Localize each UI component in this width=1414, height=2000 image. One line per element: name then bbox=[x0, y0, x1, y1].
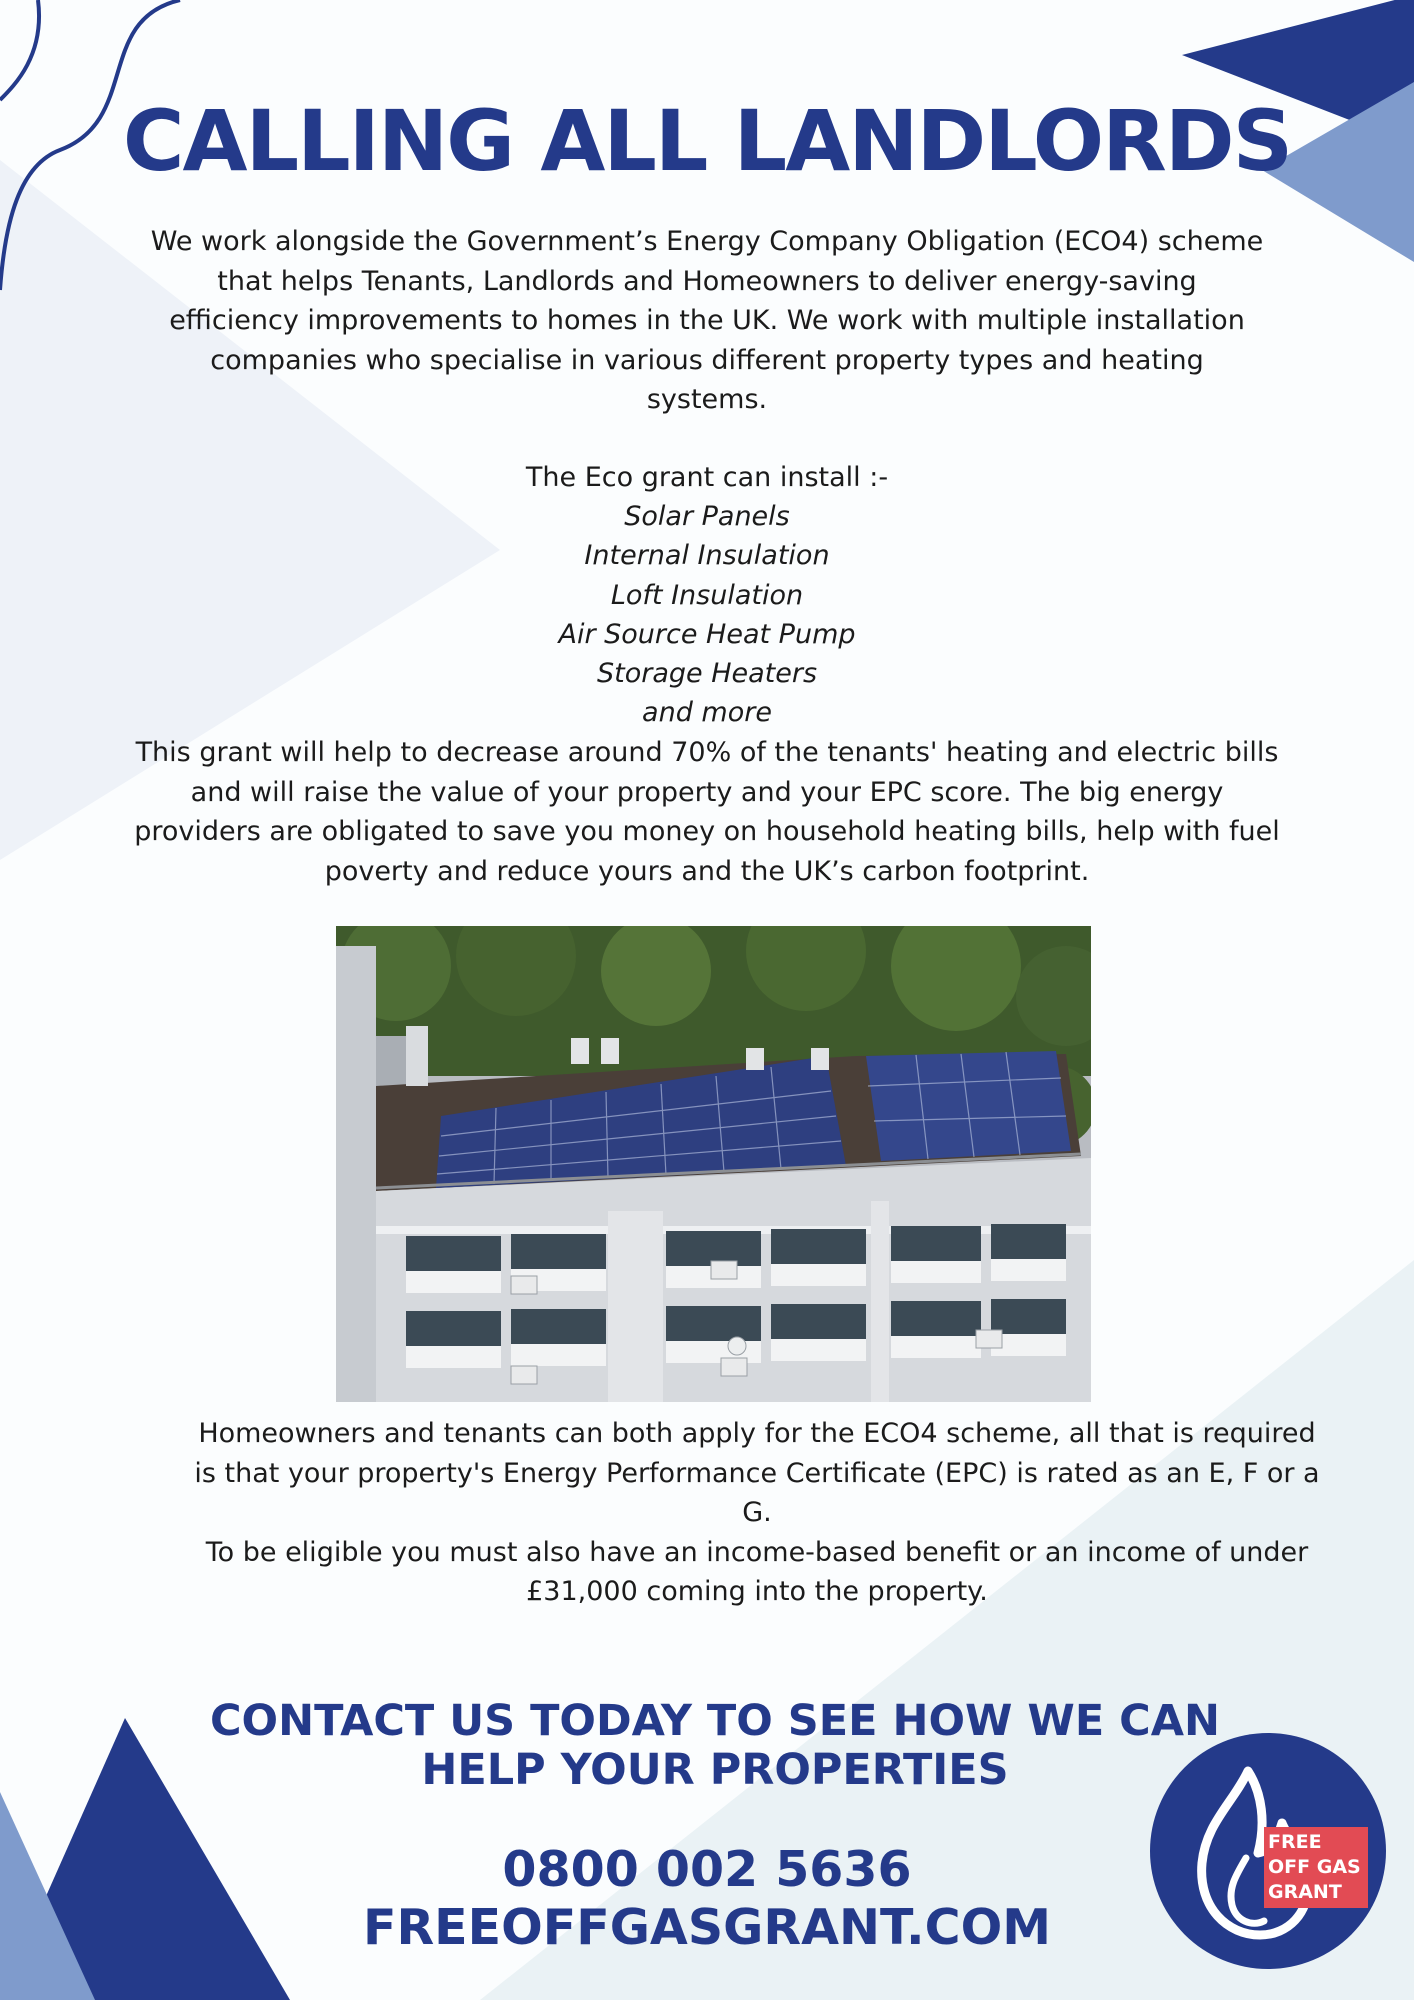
eligibility-paragraph: Homeowners and tenants can both apply for the ECO4 scheme, all that is required is that your property's Energy Performance Certificate (EPC) is rated as an E, F or a G. bbox=[194, 1418, 1320, 1528]
logo-wordmark bbox=[1264, 1827, 1368, 1908]
page-title: CALLING ALL LANDLORDS bbox=[122, 92, 1292, 190]
install-item: Solar Panels bbox=[624, 501, 790, 533]
phone-number[interactable]: 0800 002 5636 bbox=[502, 1841, 912, 1898]
eligibility-paragraph: To be eligible you must also have an income-based benefit or an income of under £31,000 coming into the property. bbox=[205, 1536, 1309, 1607]
install-item: Internal Insulation bbox=[584, 540, 830, 572]
call-to-action-heading: CONTACT US TODAY TO SEE HOW WE CAN HELP YOUR PROPERTIES bbox=[209, 1696, 1221, 1795]
eligibility-text bbox=[190, 1414, 1324, 1612]
logo-line: GRANT bbox=[1268, 1881, 1342, 1903]
install-item: Air Source Heat Pump bbox=[558, 618, 856, 650]
top-left-curve bbox=[0, 0, 39, 100]
install-item: Loft Insulation bbox=[610, 579, 804, 611]
website-link[interactable]: FREEOFFGASGRANT.COM bbox=[362, 1899, 1052, 1956]
logo-line: OFF GAS bbox=[1268, 1856, 1361, 1878]
install-item: and more bbox=[642, 697, 772, 729]
intro-paragraph: We work alongside the Government’s Energy Company Obligation (ECO4) scheme that helps Tenants, Landlords and Homeowners to deliver energy-saving efficiency improvements to homes in the UK. We work with multiple installation companies who specialise in various different property types and heating systems. bbox=[150, 226, 1264, 415]
brand-logo bbox=[1150, 1733, 1386, 1969]
install-item: Storage Heaters bbox=[596, 658, 818, 690]
install-list-block bbox=[0, 458, 1414, 732]
install-items bbox=[0, 497, 1414, 732]
benefits-paragraph: This grant will help to decrease around 70% of the tenants' heating and electric bills and will raise the value of your property and your EPC score. The big energy providers are obligated to save you money on household heating bills, help with fuel poverty and reduce yours and the UK’s carbon footprint. bbox=[134, 737, 1280, 887]
solar-building-photo bbox=[336, 926, 1091, 1402]
install-heading: The Eco grant can install :- bbox=[525, 462, 889, 493]
logo-line: FREE bbox=[1268, 1831, 1322, 1853]
